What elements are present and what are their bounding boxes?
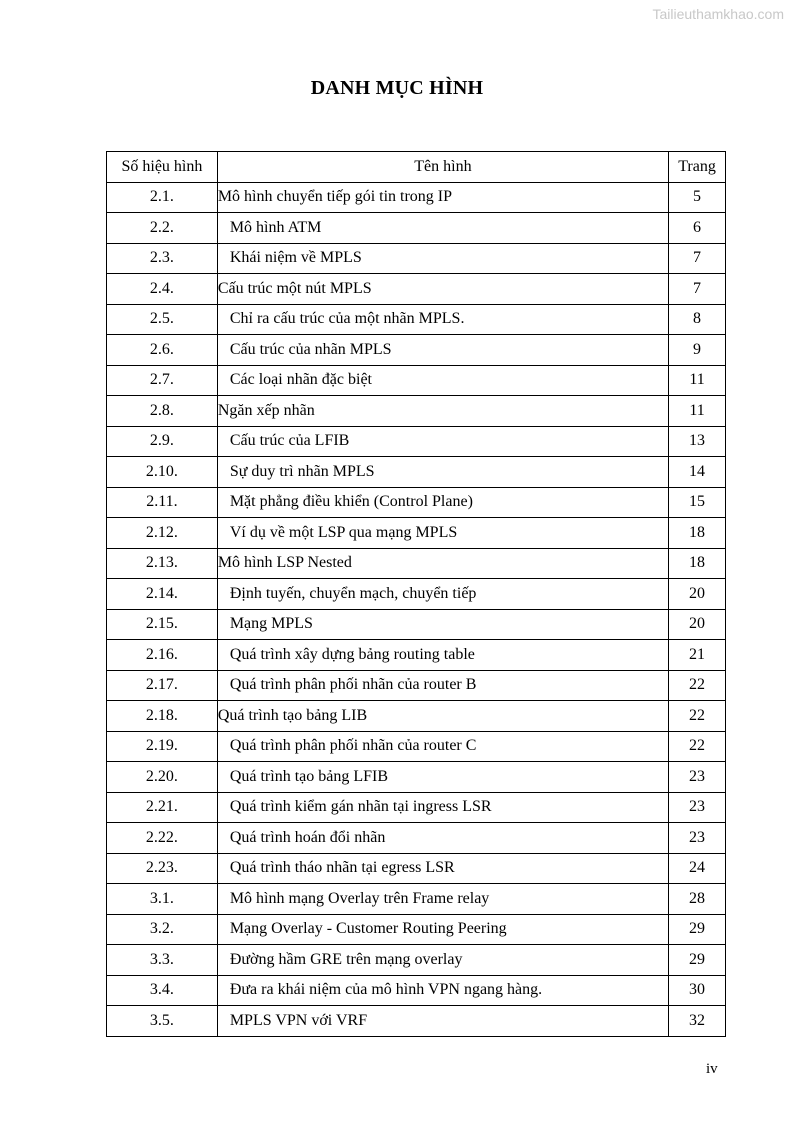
figure-page-cell: 18 — [669, 548, 726, 579]
figure-number-cell: 3.3. — [107, 945, 218, 976]
table-row — [107, 243, 726, 274]
figure-name-cell: Đường hầm GRE trên mạng overlay — [217, 945, 668, 976]
figure-number-cell: 2.6. — [107, 335, 218, 366]
table-row — [107, 731, 726, 762]
figure-number-cell: 2.13. — [107, 548, 218, 579]
figure-name-cell: Quá trình tạo bảng LIB — [217, 701, 668, 732]
figure-number-cell: 2.22. — [107, 823, 218, 854]
figure-page-cell: 9 — [669, 335, 726, 366]
figure-number-cell: 2.23. — [107, 853, 218, 884]
table-row — [107, 518, 726, 549]
figure-name-cell: Mô hình chuyển tiếp gói tin trong IP — [217, 182, 668, 213]
figure-page-cell: 29 — [669, 914, 726, 945]
figure-page-cell: 23 — [669, 762, 726, 793]
figure-page-cell: 7 — [669, 243, 726, 274]
figure-name-cell: Các loại nhãn đặc biệt — [217, 365, 668, 396]
figure-number-cell: 2.11. — [107, 487, 218, 518]
figure-page-cell: 22 — [669, 670, 726, 701]
figure-name-cell: Cấu trúc của nhãn MPLS — [217, 335, 668, 366]
table-row — [107, 365, 726, 396]
figure-page-cell: 18 — [669, 518, 726, 549]
figure-page-cell: 23 — [669, 823, 726, 854]
figure-name-cell: Quá trình tháo nhãn tại egress LSR — [217, 853, 668, 884]
table-row — [107, 945, 726, 976]
figure-page-cell: 29 — [669, 945, 726, 976]
figure-number-cell: 2.7. — [107, 365, 218, 396]
figure-page-cell: 24 — [669, 853, 726, 884]
figure-name-cell: Chỉ ra cấu trúc của một nhãn MPLS. — [217, 304, 668, 335]
figure-name-cell: MPLS VPN với VRF — [217, 1006, 668, 1037]
table-row — [107, 457, 726, 488]
figure-number-cell: 2.21. — [107, 792, 218, 823]
figure-number-cell: 3.2. — [107, 914, 218, 945]
figure-name-cell: Mô hình LSP Nested — [217, 548, 668, 579]
header-figure-name: Tên hình — [217, 152, 668, 183]
figure-page-cell: 6 — [669, 213, 726, 244]
figure-page-cell: 32 — [669, 1006, 726, 1037]
table-header-row — [107, 152, 726, 183]
table-row — [107, 762, 726, 793]
figure-name-cell: Sự duy trì nhãn MPLS — [217, 457, 668, 488]
figure-name-cell: Quá trình kiểm gán nhãn tại ingress LSR — [217, 792, 668, 823]
figure-name-cell: Quá trình hoán đổi nhãn — [217, 823, 668, 854]
figure-number-cell: 2.1. — [107, 182, 218, 213]
figure-page-cell: 30 — [669, 975, 726, 1006]
table-row — [107, 884, 726, 915]
table-row — [107, 670, 726, 701]
figure-page-cell: 20 — [669, 579, 726, 610]
figure-number-cell: 2.5. — [107, 304, 218, 335]
header-figure-number: Số hiệu hình — [107, 152, 218, 183]
figure-name-cell: Cấu trúc một nút MPLS — [217, 274, 668, 305]
table-row — [107, 548, 726, 579]
figure-page-cell: 11 — [669, 396, 726, 427]
table-row — [107, 640, 726, 671]
table-row — [107, 975, 726, 1006]
figure-name-cell: Quá trình tạo bảng LFIB — [217, 762, 668, 793]
table-row — [107, 304, 726, 335]
table-row — [107, 396, 726, 427]
table-row — [107, 914, 726, 945]
table-row — [107, 579, 726, 610]
table-row — [107, 609, 726, 640]
figure-number-cell: 2.20. — [107, 762, 218, 793]
figure-page-cell: 22 — [669, 701, 726, 732]
figure-name-cell: Mạng MPLS — [217, 609, 668, 640]
figure-page-cell: 5 — [669, 182, 726, 213]
figure-name-cell: Mô hình mạng Overlay trên Frame relay — [217, 884, 668, 915]
figure-page-cell: 28 — [669, 884, 726, 915]
figure-page-cell: 20 — [669, 609, 726, 640]
figure-name-cell: Cấu trúc của LFIB — [217, 426, 668, 457]
figure-number-cell: 2.4. — [107, 274, 218, 305]
figure-number-cell: 3.1. — [107, 884, 218, 915]
page-title: DANH MỤC HÌNH — [310, 77, 484, 99]
figure-name-cell: Khái niệm về MPLS — [217, 243, 668, 274]
figure-page-cell: 11 — [669, 365, 726, 396]
figure-page-cell: 8 — [669, 304, 726, 335]
figure-page-cell: 15 — [669, 487, 726, 518]
figure-number-cell: 2.2. — [107, 213, 218, 244]
table-row — [107, 213, 726, 244]
table-row — [107, 1006, 726, 1037]
figure-number-cell: 2.17. — [107, 670, 218, 701]
figure-number-cell: 3.5. — [107, 1006, 218, 1037]
figure-name-cell: Mô hình ATM — [217, 213, 668, 244]
figure-name-cell: Ngăn xếp nhãn — [217, 396, 668, 427]
header-page: Trang — [669, 152, 726, 183]
figure-page-cell: 14 — [669, 457, 726, 488]
figure-name-cell: Định tuyến, chuyển mạch, chuyển tiếp — [217, 579, 668, 610]
figure-number-cell: 2.9. — [107, 426, 218, 457]
figure-page-cell: 21 — [669, 640, 726, 671]
table-row — [107, 274, 726, 305]
figure-name-cell: Mạng Overlay - Customer Routing Peering — [217, 914, 668, 945]
table-row — [107, 182, 726, 213]
watermark: Tailieuthamkhao.com — [652, 6, 784, 22]
figure-number-cell: 2.3. — [107, 243, 218, 274]
table-row — [107, 487, 726, 518]
table-row — [107, 823, 726, 854]
figure-page-cell: 23 — [669, 792, 726, 823]
figure-name-cell: Quá trình phân phối nhãn của router B — [217, 670, 668, 701]
table-row — [107, 701, 726, 732]
figure-name-cell: Quá trình phân phối nhãn của router C — [217, 731, 668, 762]
figure-page-cell: 7 — [669, 274, 726, 305]
page-number: iv — [706, 1061, 718, 1077]
table-row — [107, 853, 726, 884]
figure-name-cell: Ví dụ về một LSP qua mạng MPLS — [217, 518, 668, 549]
figure-page-cell: 13 — [669, 426, 726, 457]
figure-number-cell: 2.19. — [107, 731, 218, 762]
figure-number-cell: 2.15. — [107, 609, 218, 640]
figure-name-cell: Mặt phẳng điều khiển (Control Plane) — [217, 487, 668, 518]
figure-page-cell: 22 — [669, 731, 726, 762]
figure-number-cell: 2.14. — [107, 579, 218, 610]
figure-number-cell: 2.10. — [107, 457, 218, 488]
table-row — [107, 792, 726, 823]
figure-name-cell: Đưa ra khái niệm của mô hình VPN ngang hàng. — [217, 975, 668, 1006]
figure-number-cell: 2.12. — [107, 518, 218, 549]
figure-number-cell: 2.8. — [107, 396, 218, 427]
table-row — [107, 426, 726, 457]
figure-number-cell: 3.4. — [107, 975, 218, 1006]
figure-number-cell: 2.18. — [107, 701, 218, 732]
figure-name-cell: Quá trình xây dựng bảng routing table — [217, 640, 668, 671]
figure-number-cell: 2.16. — [107, 640, 218, 671]
table-row — [107, 335, 726, 366]
figure-list-table — [106, 151, 726, 1037]
